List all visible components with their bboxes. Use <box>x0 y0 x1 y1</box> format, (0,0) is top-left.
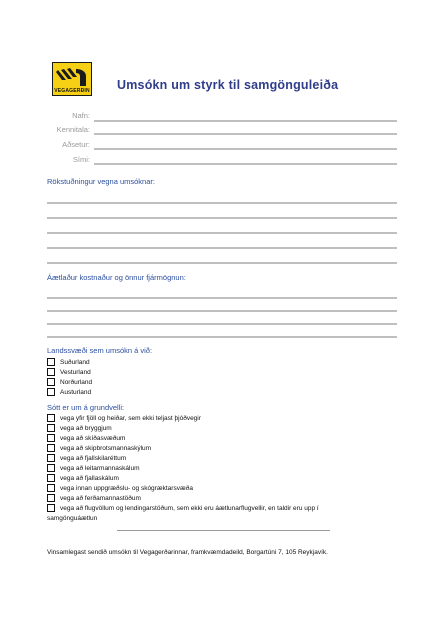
category-label: Sótt er um á grundvelli: <box>47 403 125 412</box>
region-option-sudurland[interactable] <box>47 357 92 367</box>
category-option-label: vega yfir fjöll og heiðar, sem ekki teljast þjóðvegir <box>60 414 201 422</box>
checkbox[interactable] <box>47 388 55 396</box>
category-checkbox-list <box>47 413 319 523</box>
signature-line <box>117 530 330 531</box>
category-option-label: vega að skipbrotsmannaskýlum <box>60 444 152 452</box>
footer-instructions: Vinsamlegast sendið umsókn til Vegagerðarinnar, framkvæmdadeild, Borgartúni 7, 105 Reykjavík. <box>47 549 328 556</box>
category-option[interactable] <box>47 433 319 443</box>
reasons-line-1[interactable] <box>47 202 397 204</box>
region-option-vesturland[interactable] <box>47 367 92 377</box>
vegagerdin-logo <box>52 62 92 96</box>
checkbox[interactable] <box>47 414 55 422</box>
region-label: Landssvæði sem umsókn á við: <box>47 346 153 355</box>
cost-line-2[interactable] <box>47 310 397 312</box>
category-option[interactable] <box>47 453 319 463</box>
checkbox[interactable] <box>47 358 55 366</box>
category-option-continuation <box>47 513 319 523</box>
category-option[interactable] <box>47 473 319 483</box>
category-option[interactable] <box>47 493 319 503</box>
category-option[interactable] <box>47 413 319 423</box>
category-option[interactable] <box>47 483 319 493</box>
checkbox[interactable] <box>47 464 55 472</box>
checkbox[interactable] <box>47 444 55 452</box>
kennitala-field-label: Kennitala: <box>56 125 90 134</box>
address-field[interactable] <box>94 148 397 150</box>
cost-line-4[interactable] <box>47 336 397 338</box>
kennitala-field[interactable] <box>94 133 397 135</box>
checkbox[interactable] <box>47 454 55 462</box>
checkbox[interactable] <box>47 504 55 512</box>
category-option-label: vega að fjallskilaréttum <box>60 454 127 462</box>
checkbox[interactable] <box>47 368 55 376</box>
cost-label: Áætlaður kostnaður og önnur fjármögnun: <box>47 273 186 282</box>
checkbox[interactable] <box>47 474 55 482</box>
region-option-austurland[interactable] <box>47 387 92 397</box>
checkbox[interactable] <box>47 494 55 502</box>
category-option-label: vega að leitarmannaskálum <box>60 464 140 472</box>
logo-wordmark: VEGAGERÐIN <box>54 88 90 94</box>
category-option-label: samgönguáætlun <box>47 514 98 522</box>
checkbox[interactable] <box>47 484 55 492</box>
phone-field-label: Sími: <box>72 155 90 164</box>
name-field-label: Nafn: <box>72 111 90 120</box>
category-option[interactable] <box>47 503 319 513</box>
name-field[interactable] <box>94 120 397 122</box>
category-option-label: vega að skíðasvæðum <box>60 434 126 442</box>
region-option-label: Norðurland <box>60 378 93 386</box>
category-option-label: vega að ferðamannastöðum <box>60 494 141 502</box>
reasons-label: Rökstuðningur vegna umsóknar: <box>47 177 155 186</box>
reasons-line-2[interactable] <box>47 217 397 219</box>
checkbox[interactable] <box>47 434 55 442</box>
cost-line-3[interactable] <box>47 323 397 325</box>
reasons-line-3[interactable] <box>47 232 397 234</box>
region-option-label: Vesturland <box>60 368 91 376</box>
region-option-label: Suðurland <box>60 358 90 366</box>
page-title: Umsókn um styrk til samgönguleiða <box>117 78 339 92</box>
category-option[interactable] <box>47 443 319 453</box>
category-option[interactable] <box>47 463 319 473</box>
category-option-label: vega að flugvöllum og lendingarstöðum, sem ekki eru áætlunarflugvellir, en taldir eru upp í <box>60 504 319 512</box>
category-option-label: vega innan uppgræðslu- og skógræktarsvæða <box>60 484 193 492</box>
address-field-label: Aðsetur: <box>62 140 90 149</box>
cost-line-1[interactable] <box>47 297 397 299</box>
category-option-label: vega að fjallaskálum <box>60 474 119 482</box>
region-option-nordurland[interactable] <box>47 377 92 387</box>
phone-field[interactable] <box>94 163 397 165</box>
region-option-label: Austurland <box>60 388 92 396</box>
category-option-label: vega að bryggjum <box>60 424 112 432</box>
checkbox[interactable] <box>47 424 55 432</box>
checkbox[interactable] <box>47 378 55 386</box>
category-option[interactable] <box>47 423 319 433</box>
reasons-line-5[interactable] <box>47 262 397 264</box>
region-checkbox-list <box>47 357 92 397</box>
reasons-line-4[interactable] <box>47 247 397 249</box>
road-emblem-icon <box>56 66 88 88</box>
